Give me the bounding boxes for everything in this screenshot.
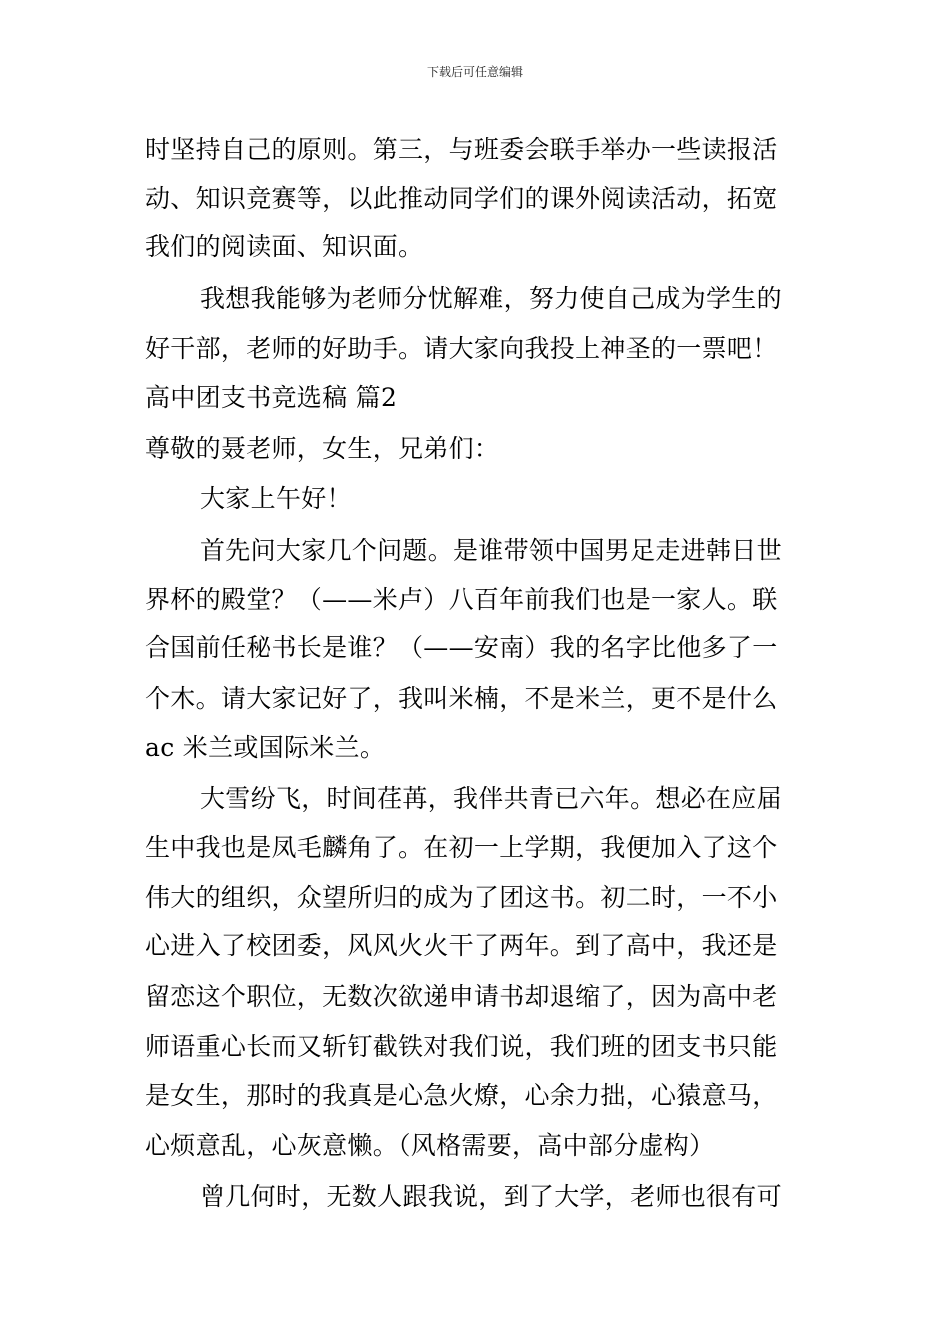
section-title: 高中团支书竞选稿 篇2	[145, 383, 398, 412]
text-line: 界杯的殿堂？（——米卢）八百年前我们也是一家人。联	[145, 585, 778, 614]
text-line: 合国前任秘书长是谁？（——安南）我的名字比他多了一	[145, 633, 778, 662]
text-line: 我们的阅读面、知识面。	[145, 232, 424, 261]
paragraph-first-line: 首先问大家几个问题。是谁带领中国男足走进韩日世	[200, 536, 782, 565]
text-line: 留恋这个职位，无数次欲递申请书却退缩了，因为高中老	[145, 982, 778, 1011]
paragraph-first-line: 我想我能够为老师分忧解难，努力使自己成为学生的	[200, 284, 782, 313]
page-header-note: 下载后可任意编辑	[426, 65, 523, 79]
salutation: 尊敬的聂老师，女生，兄弟们：	[145, 434, 500, 463]
text-line: 好干部，老师的好助手。请大家向我投上神圣的一票吧！	[145, 334, 778, 363]
paragraph-first-line: 大雪纷飞，时间荏苒，我伴共青已六年。想必在应届	[200, 784, 782, 813]
text-line: 师语重心长而又斩钉截铁对我们说，我们班的团支书只能	[145, 1032, 778, 1061]
text-line: 心烦意乱，心灰意懒。（风格需要，高中部分虚构）	[145, 1131, 715, 1160]
text-line: ac 米兰或国际米兰。	[145, 733, 386, 762]
text-line: 心进入了校团委，风风火火干了两年。到了高中，我还是	[145, 931, 778, 960]
text-line: 伟大的组织，众望所归的成为了团这书。初二时，一不小	[145, 883, 778, 912]
text-line: 生中我也是凤毛麟角了。在初一上学期，我便加入了这个	[145, 833, 778, 862]
text-line: 时坚持自己的原则。第三，与班委会联手举办一些读报活	[145, 135, 778, 164]
text-line: 是女生，那时的我真是心急火燎，心余力拙，心猿意马，	[145, 1081, 778, 1110]
text-line: 个木。请大家记好了，我叫米楠，不是米兰，更不是什么	[145, 684, 778, 713]
greeting: 大家上午好！	[200, 484, 352, 513]
text-line: 动、知识竞赛等，以此推动同学们的课外阅读活动，拓宽	[145, 184, 778, 213]
paragraph-first-line: 曾几何时，无数人跟我说，到了大学，老师也很有可	[200, 1182, 782, 1211]
